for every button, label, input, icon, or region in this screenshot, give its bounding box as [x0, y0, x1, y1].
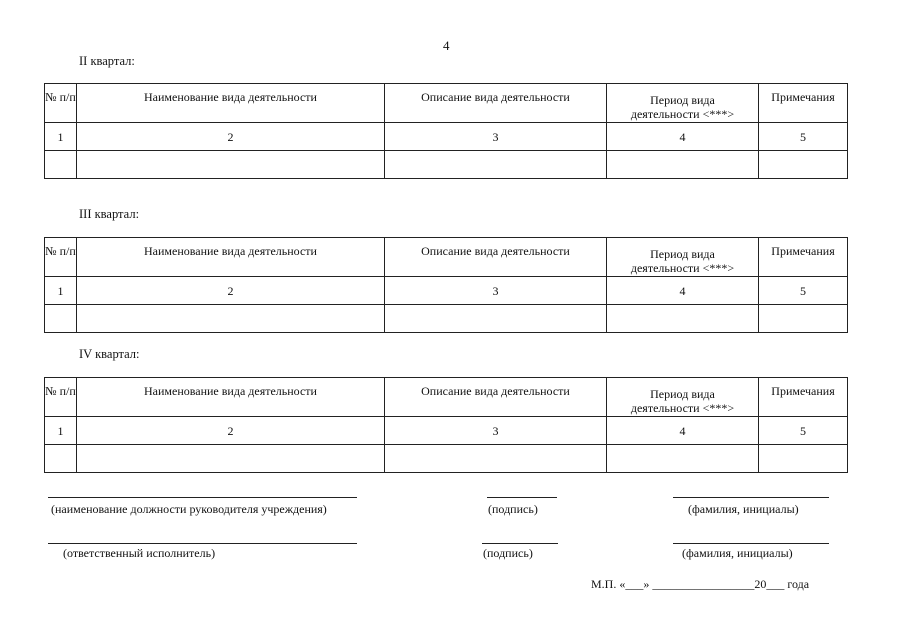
header-period-line2: деятельности <***> — [630, 107, 735, 121]
activity-table-q2 — [44, 83, 848, 179]
column-number-row — [45, 277, 848, 305]
header-notes: Примечания — [759, 84, 848, 123]
header-number: № п/п — [45, 238, 77, 277]
header-notes: Примечания — [759, 378, 848, 417]
position-caption: (наименование должности руководителя учреждения) — [51, 502, 327, 516]
signature-caption: (подпись) — [488, 502, 538, 516]
empty-cell — [45, 305, 77, 333]
column-number: 1 — [45, 417, 77, 445]
header-number: № п/п — [45, 378, 77, 417]
name-caption: (фамилия, инициалы) — [688, 502, 799, 516]
column-number: 2 — [77, 123, 385, 151]
header-activity-period — [607, 84, 759, 123]
column-number-row — [45, 417, 848, 445]
header-period-line2: деятельности <***> — [630, 401, 735, 415]
header-activity-description: Описание вида деятельности — [385, 238, 607, 277]
header-period-line2: деятельности <***> — [630, 261, 735, 275]
empty-table-row — [45, 445, 848, 473]
header-period-line1: Период вида — [650, 387, 715, 401]
empty-cell — [45, 151, 77, 179]
table-header-row — [45, 238, 848, 277]
column-number: 5 — [759, 123, 848, 151]
empty-cell — [45, 445, 77, 473]
table-header-row — [45, 378, 848, 417]
column-number-row — [45, 123, 848, 151]
empty-cell — [385, 305, 607, 333]
column-number: 1 — [45, 277, 77, 305]
activity-table-q4 — [44, 377, 848, 473]
column-number: 3 — [385, 277, 607, 305]
header-period-line1: Период вида — [650, 93, 715, 107]
empty-cell — [385, 151, 607, 179]
column-number: 1 — [45, 123, 77, 151]
header-activity-name: Наименование вида деятельности — [77, 84, 385, 123]
empty-cell — [77, 445, 385, 473]
stamp-date-line: М.П. «___» _________________20___ года — [591, 577, 810, 591]
header-activity-name: Наименование вида деятельности — [77, 238, 385, 277]
empty-cell — [607, 305, 759, 333]
name-signature-line — [673, 497, 829, 498]
column-number: 2 — [77, 277, 385, 305]
name-signature-line — [673, 543, 829, 544]
empty-cell — [759, 445, 848, 473]
header-activity-period — [607, 378, 759, 417]
section-title-q3: III квартал: — [79, 207, 140, 221]
header-notes: Примечания — [759, 238, 848, 277]
executor-caption: (ответственный исполнитель) — [63, 546, 216, 560]
header-activity-period — [607, 238, 759, 277]
header-period-line1: Период вида — [650, 247, 715, 261]
header-activity-name: Наименование вида деятельности — [77, 378, 385, 417]
empty-cell — [77, 151, 385, 179]
empty-table-row — [45, 305, 848, 333]
column-number: 4 — [607, 417, 759, 445]
empty-cell — [77, 305, 385, 333]
empty-cell — [759, 151, 848, 179]
column-number: 5 — [759, 277, 848, 305]
column-number: 3 — [385, 417, 607, 445]
signature-caption: (подпись) — [483, 546, 533, 560]
column-number: 5 — [759, 417, 848, 445]
header-activity-description: Описание вида деятельности — [385, 378, 607, 417]
empty-cell — [385, 445, 607, 473]
empty-cell — [607, 151, 759, 179]
page-number: 4 — [443, 38, 450, 53]
header-activity-description: Описание вида деятельности — [385, 84, 607, 123]
header-number: № п/п — [45, 84, 77, 123]
signature-line — [487, 497, 557, 498]
position-signature-line — [48, 497, 357, 498]
column-number: 4 — [607, 277, 759, 305]
empty-cell — [759, 305, 848, 333]
table-header-row — [45, 84, 848, 123]
empty-table-row — [45, 151, 848, 179]
executor-signature-line — [48, 543, 357, 544]
column-number: 2 — [77, 417, 385, 445]
column-number: 3 — [385, 123, 607, 151]
activity-table-q3 — [44, 237, 848, 333]
column-number: 4 — [607, 123, 759, 151]
empty-cell — [607, 445, 759, 473]
section-title-q4: IV квартал: — [79, 347, 140, 361]
section-title-q2: II квартал: — [79, 54, 135, 68]
name-caption: (фамилия, инициалы) — [682, 546, 793, 560]
signature-line — [482, 543, 558, 544]
